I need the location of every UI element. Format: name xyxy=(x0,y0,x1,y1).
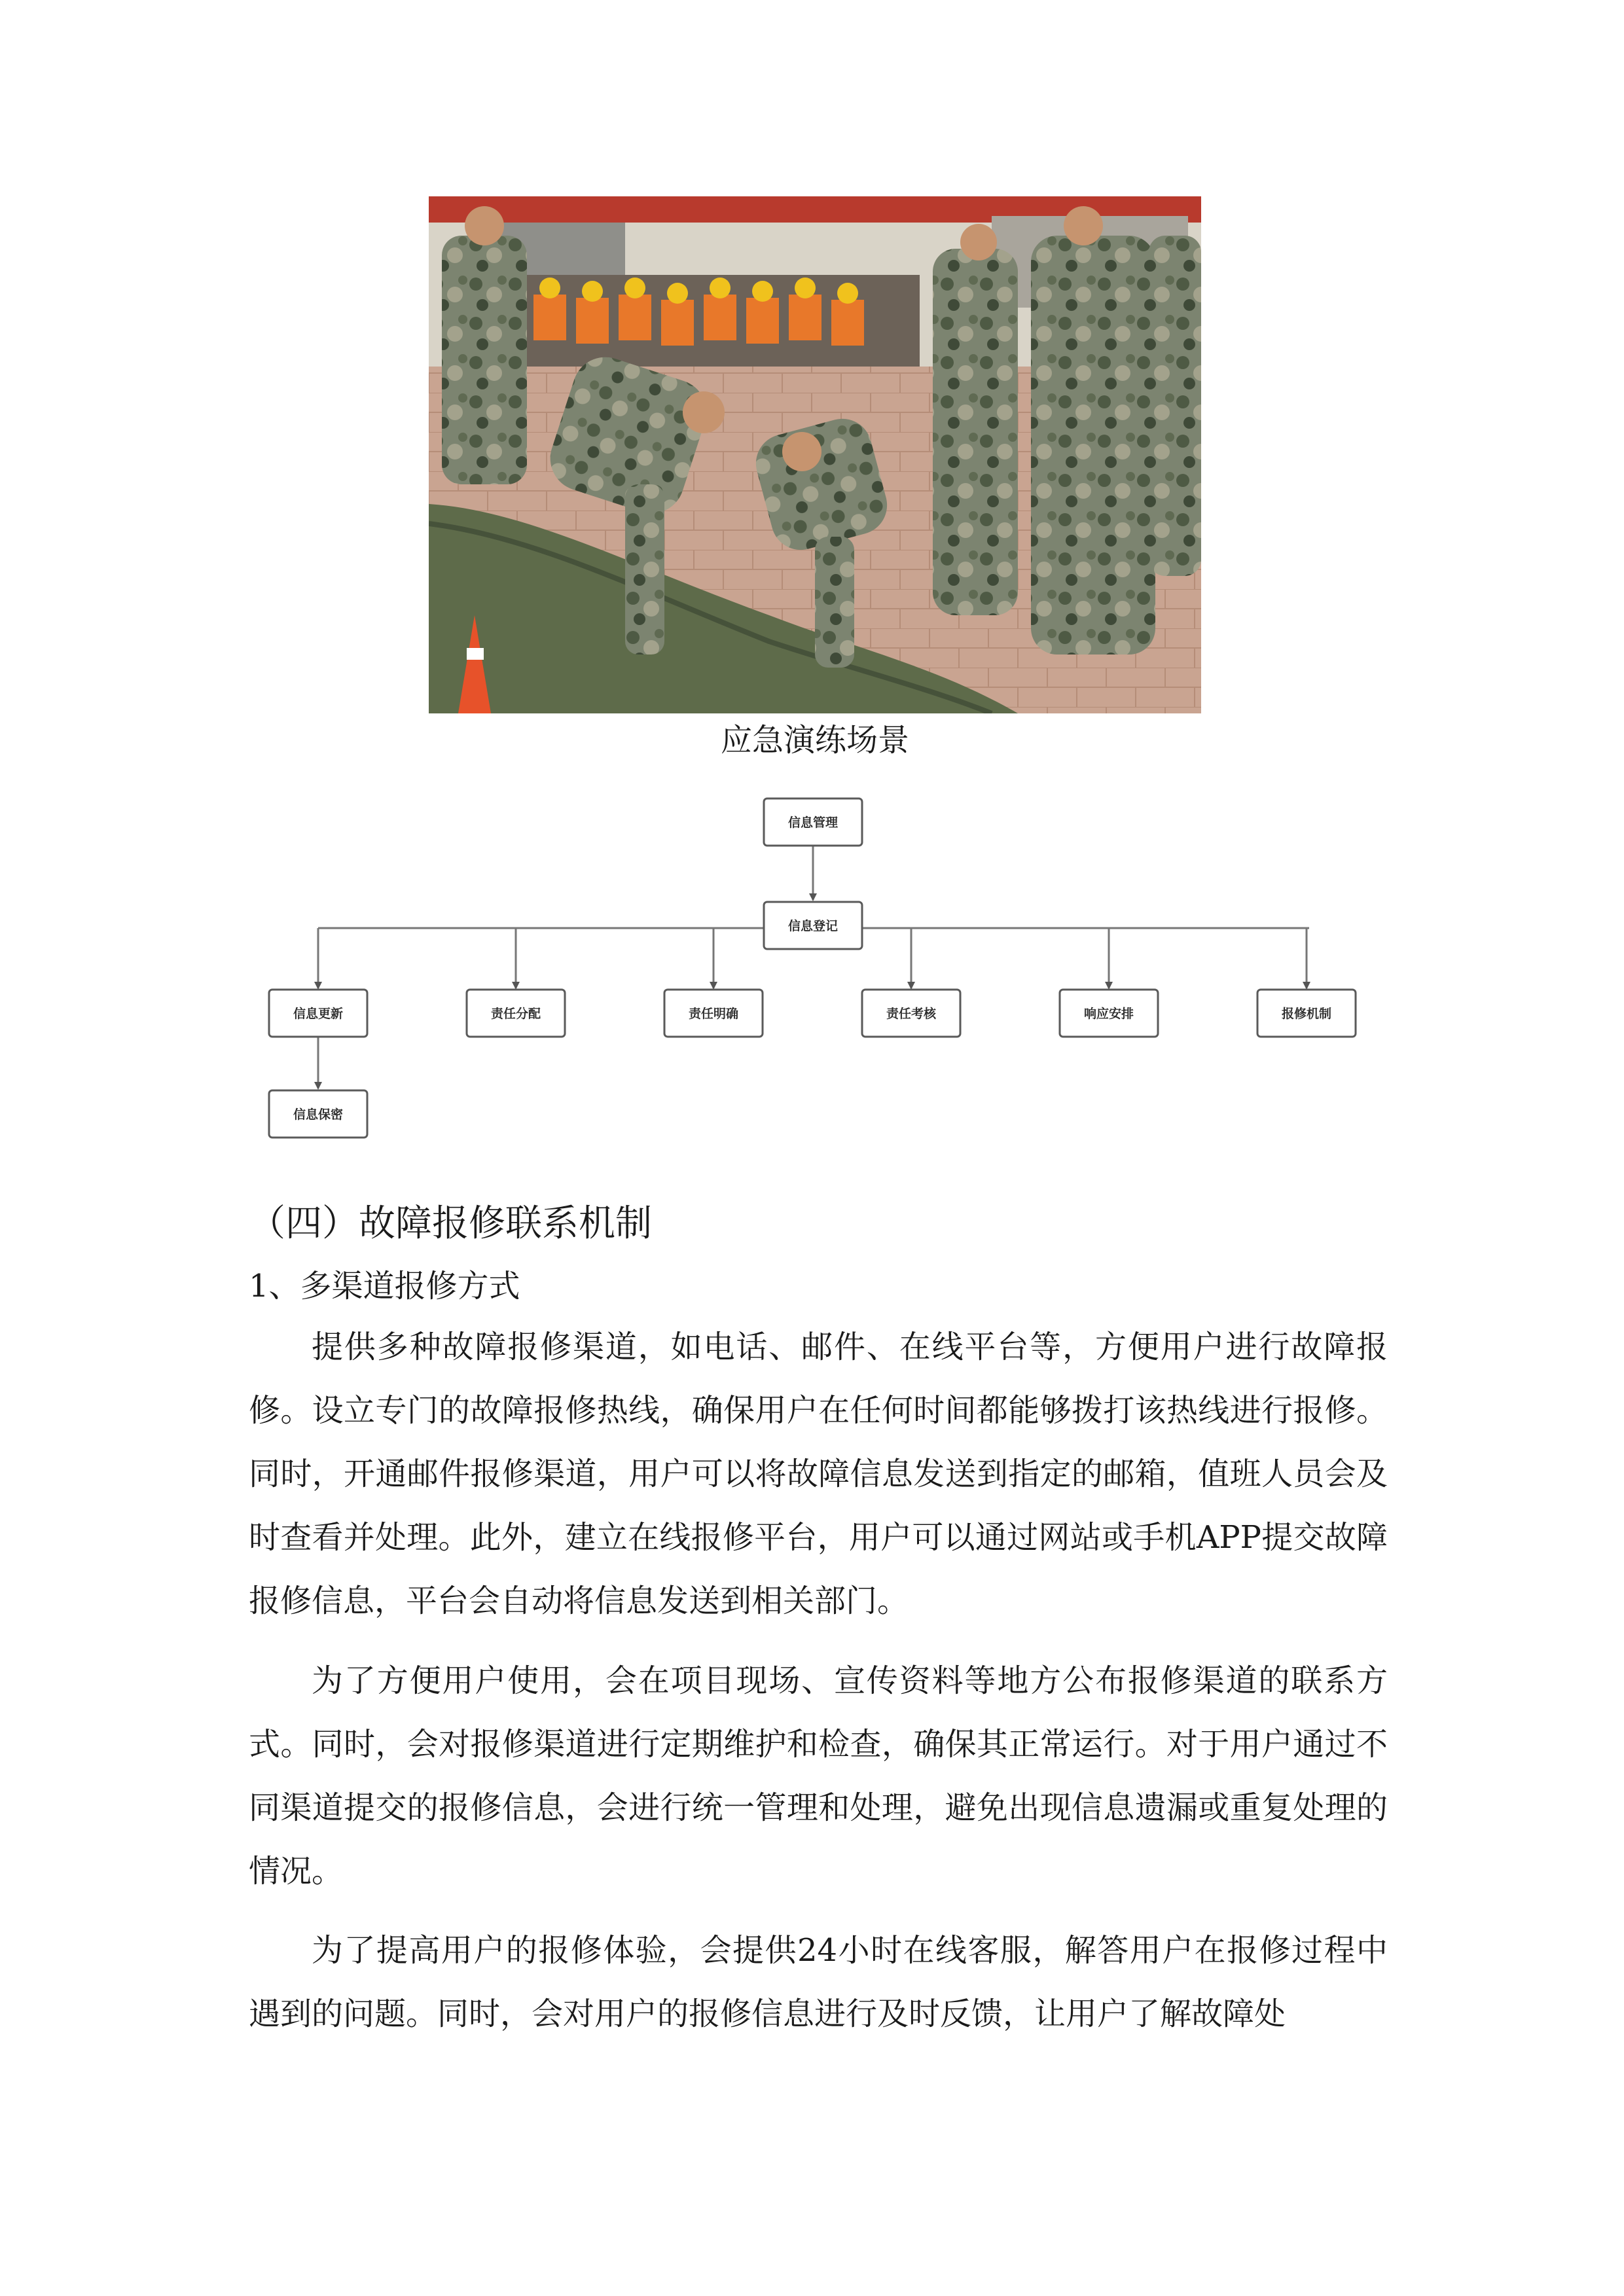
subsection-heading: 1、多渠道报修方式 xyxy=(249,1268,520,1304)
node-branch-6 xyxy=(1257,990,1356,1037)
flowchart-svg xyxy=(249,792,1388,1165)
node-hub-label: 信息登记 xyxy=(787,919,839,933)
node-branch-3 xyxy=(664,990,763,1037)
section-heading: （四）故障报修联系机制 xyxy=(249,1202,652,1245)
node-branch-4 xyxy=(862,990,960,1037)
node-sub xyxy=(269,1090,367,1138)
node-branch-2-label: 责任分配 xyxy=(490,1007,541,1021)
node-branch-3-label: 责任明确 xyxy=(688,1007,739,1021)
info-management-flowchart xyxy=(249,792,1388,1165)
photo-caption: 应急演练场景 xyxy=(720,722,909,759)
node-branch-2 xyxy=(467,990,565,1037)
paragraph-2: 为了方便用户使用，会在项目现场、宣传资料等地方公布报修渠道的联系方式。同时，会对报修渠道进行定期维护和检查，确保其正常运行。对于用户通过不同渠道提交的报修信息，会进行统一管理和处理，避免出现信息遗漏或重复处理的情况。 xyxy=(249,1662,1388,1890)
node-branch-6-label: 报修机制 xyxy=(1281,1007,1332,1021)
drill-photo-illustration xyxy=(429,196,1201,713)
node-root xyxy=(764,798,862,846)
paragraph-1: 提供多种故障报修渠道，如电话、邮件、在线平台等，方便用户进行故障报修。设立专门的故障报修热线，确保用户在任何时间都能够拨打该热线进行报修。同时，开通邮件报修渠道，用户可以将故障信息发送到指定的邮箱，值班人员会及时查看并处理。此外，建立在线报修平台，用户可以通过网站或手机APP提交故障报修信息，平台会自动将信息发送到相关部门。 xyxy=(249,1329,1388,1619)
node-branch-5-label: 响应安排 xyxy=(1083,1007,1134,1021)
node-branch-5 xyxy=(1060,990,1158,1037)
node-branch-1-label: 信息更新 xyxy=(293,1007,344,1021)
node-sub-label: 信息保密 xyxy=(293,1107,344,1122)
flowchart-connectors xyxy=(318,846,1309,1088)
drill-photo xyxy=(429,196,1201,713)
node-hub xyxy=(764,902,862,949)
node-branch-4-label: 责任考核 xyxy=(886,1007,937,1021)
paragraph-3: 为了提高用户的报修体验，会提供24小时在线客服，解答用户在报修过程中遇到的问题。同时，会对用户的报修信息进行及时反馈，让用户了解故障处 xyxy=(249,1932,1388,2032)
node-branch-1 xyxy=(269,990,367,1037)
node-root-label: 信息管理 xyxy=(787,816,839,830)
